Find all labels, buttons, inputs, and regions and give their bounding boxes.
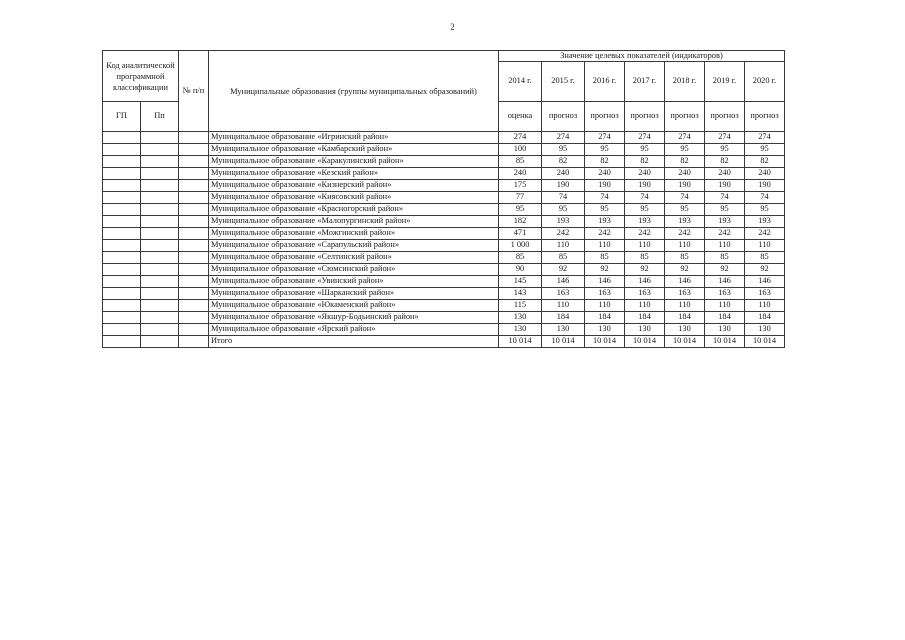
municipality-name: Муниципальное образование «Юкаменский район» xyxy=(209,300,499,312)
indicator-value: 190 xyxy=(745,180,785,192)
indicator-value: 274 xyxy=(585,132,625,144)
row-number-cell xyxy=(179,324,209,336)
indicator-value: 74 xyxy=(625,192,665,204)
pp-cell xyxy=(141,252,179,264)
indicator-value: 190 xyxy=(542,180,585,192)
indicator-value: 193 xyxy=(625,216,665,228)
pp-cell xyxy=(141,132,179,144)
indicator-value: 163 xyxy=(625,288,665,300)
header-type: прогноз xyxy=(585,102,625,132)
header-row-number: № п/п xyxy=(179,51,209,132)
gp-cell xyxy=(103,252,141,264)
indicator-value: 74 xyxy=(745,192,785,204)
table-row xyxy=(103,156,785,168)
indicator-value: 130 xyxy=(625,324,665,336)
indicator-value: 146 xyxy=(585,276,625,288)
indicator-value: 184 xyxy=(585,312,625,324)
indicator-value: 85 xyxy=(585,252,625,264)
indicator-value: 193 xyxy=(542,216,585,228)
gp-cell xyxy=(103,132,141,144)
municipality-name: Муниципальное образование «Игринский район» xyxy=(209,132,499,144)
indicator-value: 240 xyxy=(625,168,665,180)
indicator-value: 110 xyxy=(585,300,625,312)
header-code: Код аналитической программной классификации xyxy=(103,51,179,102)
indicator-value: 95 xyxy=(665,204,705,216)
pp-cell xyxy=(141,240,179,252)
municipality-name: Итого xyxy=(209,336,499,348)
indicator-value: 95 xyxy=(625,144,665,156)
municipality-name: Муниципальное образование «Киясовский район» xyxy=(209,192,499,204)
indicator-value: 92 xyxy=(625,264,665,276)
indicator-value: 95 xyxy=(705,144,745,156)
table-row xyxy=(103,240,785,252)
indicators-table xyxy=(102,50,785,348)
indicator-value: 274 xyxy=(625,132,665,144)
header-type: прогноз xyxy=(705,102,745,132)
indicator-value: 82 xyxy=(705,156,745,168)
indicator-value: 82 xyxy=(625,156,665,168)
indicator-value: 82 xyxy=(665,156,705,168)
gp-cell xyxy=(103,324,141,336)
header-type: прогноз xyxy=(745,102,785,132)
municipality-name: Муниципальное образование «Кезский район» xyxy=(209,168,499,180)
indicator-value: 85 xyxy=(745,252,785,264)
indicator-value: 163 xyxy=(542,288,585,300)
indicator-value: 110 xyxy=(625,240,665,252)
indicator-value: 190 xyxy=(705,180,745,192)
indicator-value: 184 xyxy=(705,312,745,324)
header-municipality: Муниципальные образования (группы муниципальных образований) xyxy=(209,51,499,132)
header-year: 2019 г. xyxy=(705,62,745,102)
indicator-value: 184 xyxy=(665,312,705,324)
indicator-value: 10 014 xyxy=(542,336,585,348)
pp-cell xyxy=(141,276,179,288)
indicator-value: 92 xyxy=(705,264,745,276)
row-number-cell xyxy=(179,264,209,276)
indicator-value: 92 xyxy=(745,264,785,276)
pp-cell xyxy=(141,168,179,180)
indicator-value: 130 xyxy=(585,324,625,336)
indicator-value: 274 xyxy=(705,132,745,144)
header-values-title: Значение целевых показателей (индикаторов) xyxy=(499,51,785,62)
indicator-value: 146 xyxy=(745,276,785,288)
gp-cell xyxy=(103,300,141,312)
indicator-value: 85 xyxy=(542,252,585,264)
header-year: 2018 г. xyxy=(665,62,705,102)
pp-cell xyxy=(141,288,179,300)
indicator-value: 193 xyxy=(665,216,705,228)
indicator-value: 163 xyxy=(665,288,705,300)
row-number-cell xyxy=(179,180,209,192)
indicator-value: 95 xyxy=(542,144,585,156)
municipality-name: Муниципальное образование «Кизнерский район» xyxy=(209,180,499,192)
indicator-value: 175 xyxy=(499,180,542,192)
indicator-value: 193 xyxy=(705,216,745,228)
table-row xyxy=(103,288,785,300)
pp-cell xyxy=(141,204,179,216)
row-number-cell xyxy=(179,156,209,168)
gp-cell xyxy=(103,156,141,168)
municipality-name: Муниципальное образование «Малопургинский район» xyxy=(209,216,499,228)
table-row xyxy=(103,144,785,156)
indicator-value: 110 xyxy=(745,300,785,312)
indicator-value: 110 xyxy=(585,240,625,252)
indicator-value: 100 xyxy=(499,144,542,156)
municipality-name: Муниципальное образование «Можгинский район» xyxy=(209,228,499,240)
table-row xyxy=(103,336,785,348)
indicator-value: 242 xyxy=(625,228,665,240)
indicator-value: 10 014 xyxy=(499,336,542,348)
indicator-value: 193 xyxy=(585,216,625,228)
indicator-value: 95 xyxy=(705,204,745,216)
municipality-name: Муниципальное образование «Шарканский район» xyxy=(209,288,499,300)
indicator-value: 95 xyxy=(542,204,585,216)
indicator-value: 146 xyxy=(705,276,745,288)
table-row xyxy=(103,132,785,144)
indicator-value: 190 xyxy=(665,180,705,192)
indicator-value: 145 xyxy=(499,276,542,288)
gp-cell xyxy=(103,228,141,240)
row-number-cell xyxy=(179,144,209,156)
table-row xyxy=(103,216,785,228)
pp-cell xyxy=(141,324,179,336)
table-row xyxy=(103,276,785,288)
indicator-value: 163 xyxy=(705,288,745,300)
indicator-value: 95 xyxy=(585,204,625,216)
row-number-cell xyxy=(179,216,209,228)
gp-cell xyxy=(103,240,141,252)
row-number-cell xyxy=(179,168,209,180)
indicator-value: 130 xyxy=(499,312,542,324)
municipality-name: Муниципальное образование «Камбарский район» xyxy=(209,144,499,156)
indicator-value: 115 xyxy=(499,300,542,312)
indicator-value: 10 014 xyxy=(745,336,785,348)
indicator-value: 74 xyxy=(585,192,625,204)
table-row xyxy=(103,264,785,276)
indicator-value: 95 xyxy=(585,144,625,156)
row-number-cell xyxy=(179,228,209,240)
table-row xyxy=(103,192,785,204)
indicator-value: 163 xyxy=(745,288,785,300)
indicator-value: 110 xyxy=(665,240,705,252)
row-number-cell xyxy=(179,192,209,204)
indicator-value: 95 xyxy=(625,204,665,216)
indicator-value: 77 xyxy=(499,192,542,204)
indicator-value: 130 xyxy=(745,324,785,336)
table-row xyxy=(103,180,785,192)
indicator-value: 242 xyxy=(665,228,705,240)
indicator-value: 184 xyxy=(542,312,585,324)
indicator-value: 85 xyxy=(499,156,542,168)
indicator-value: 82 xyxy=(542,156,585,168)
row-number-cell xyxy=(179,288,209,300)
indicator-value: 190 xyxy=(625,180,665,192)
indicator-value: 163 xyxy=(585,288,625,300)
indicator-value: 190 xyxy=(585,180,625,192)
header-year: 2016 г. xyxy=(585,62,625,102)
header-year: 2017 г. xyxy=(625,62,665,102)
pp-cell xyxy=(141,144,179,156)
indicator-value: 95 xyxy=(745,204,785,216)
indicator-value: 90 xyxy=(499,264,542,276)
gp-cell xyxy=(103,180,141,192)
page-number: 2 xyxy=(450,22,455,32)
indicator-value: 10 014 xyxy=(665,336,705,348)
table-row xyxy=(103,204,785,216)
indicator-value: 110 xyxy=(542,240,585,252)
indicator-value: 274 xyxy=(745,132,785,144)
header-type: прогноз xyxy=(542,102,585,132)
indicator-value: 242 xyxy=(745,228,785,240)
indicator-value: 242 xyxy=(542,228,585,240)
indicator-value: 110 xyxy=(625,300,665,312)
indicator-value: 182 xyxy=(499,216,542,228)
indicator-value: 92 xyxy=(665,264,705,276)
gp-cell xyxy=(103,204,141,216)
indicator-value: 193 xyxy=(745,216,785,228)
indicator-value: 240 xyxy=(705,168,745,180)
row-number-cell xyxy=(179,132,209,144)
indicator-value: 274 xyxy=(665,132,705,144)
indicator-value: 184 xyxy=(745,312,785,324)
pp-cell xyxy=(141,216,179,228)
indicator-value: 110 xyxy=(665,300,705,312)
indicator-value: 143 xyxy=(499,288,542,300)
gp-cell xyxy=(103,216,141,228)
table-row xyxy=(103,300,785,312)
indicator-value: 95 xyxy=(665,144,705,156)
indicator-value: 110 xyxy=(705,300,745,312)
row-number-cell xyxy=(179,204,209,216)
table-body xyxy=(103,132,785,348)
indicator-value: 92 xyxy=(585,264,625,276)
indicator-value: 10 014 xyxy=(625,336,665,348)
gp-cell xyxy=(103,276,141,288)
indicator-value: 240 xyxy=(745,168,785,180)
pp-cell xyxy=(141,180,179,192)
municipality-name: Муниципальное образование «Красногорский район» xyxy=(209,204,499,216)
gp-cell xyxy=(103,264,141,276)
indicator-value: 242 xyxy=(585,228,625,240)
header-year: 2014 г. xyxy=(499,62,542,102)
indicator-value: 240 xyxy=(499,168,542,180)
gp-cell xyxy=(103,192,141,204)
header-pp: Пп xyxy=(141,102,179,132)
municipality-name: Муниципальное образование «Селтинский район» xyxy=(209,252,499,264)
gp-cell xyxy=(103,144,141,156)
indicator-value: 110 xyxy=(745,240,785,252)
indicator-value: 82 xyxy=(745,156,785,168)
row-number-cell xyxy=(179,252,209,264)
gp-cell xyxy=(103,168,141,180)
municipality-name: Муниципальное образование «Каракулинский район» xyxy=(209,156,499,168)
indicator-value: 130 xyxy=(542,324,585,336)
indicator-value: 82 xyxy=(585,156,625,168)
indicator-value: 130 xyxy=(499,324,542,336)
municipality-name: Муниципальное образование «Ярский район» xyxy=(209,324,499,336)
row-number-cell xyxy=(179,336,209,348)
municipality-name: Муниципальное образование «Увинский район» xyxy=(209,276,499,288)
row-number-cell xyxy=(179,312,209,324)
indicator-value: 240 xyxy=(585,168,625,180)
indicator-value: 471 xyxy=(499,228,542,240)
indicator-value: 74 xyxy=(705,192,745,204)
municipality-name: Муниципальное образование «Сарапульский район» xyxy=(209,240,499,252)
gp-cell xyxy=(103,336,141,348)
pp-cell xyxy=(141,312,179,324)
pp-cell xyxy=(141,156,179,168)
row-number-cell xyxy=(179,300,209,312)
indicator-value: 146 xyxy=(665,276,705,288)
indicator-value: 10 014 xyxy=(705,336,745,348)
table-row xyxy=(103,228,785,240)
indicator-value: 274 xyxy=(499,132,542,144)
header-type: оценка xyxy=(499,102,542,132)
row-number-cell xyxy=(179,276,209,288)
municipality-name: Муниципальное образование «Якшур-Бодьинский район» xyxy=(209,312,499,324)
pp-cell xyxy=(141,192,179,204)
gp-cell xyxy=(103,288,141,300)
indicator-value: 85 xyxy=(665,252,705,264)
indicator-value: 92 xyxy=(542,264,585,276)
indicator-value: 242 xyxy=(705,228,745,240)
gp-cell xyxy=(103,312,141,324)
indicator-value: 95 xyxy=(745,144,785,156)
pp-cell xyxy=(141,300,179,312)
pp-cell xyxy=(141,264,179,276)
indicator-value: 146 xyxy=(625,276,665,288)
table-row xyxy=(103,312,785,324)
table-row xyxy=(103,252,785,264)
pp-cell xyxy=(141,228,179,240)
indicator-value: 95 xyxy=(499,204,542,216)
row-number-cell xyxy=(179,240,209,252)
indicator-value: 110 xyxy=(542,300,585,312)
indicator-value: 1 000 xyxy=(499,240,542,252)
pp-cell xyxy=(141,336,179,348)
indicator-value: 110 xyxy=(705,240,745,252)
indicator-value: 74 xyxy=(665,192,705,204)
indicator-value: 74 xyxy=(542,192,585,204)
indicator-value: 85 xyxy=(705,252,745,264)
indicator-value: 130 xyxy=(665,324,705,336)
indicator-value: 85 xyxy=(499,252,542,264)
table-row xyxy=(103,168,785,180)
header-gp: ГП xyxy=(103,102,141,132)
header-type: прогноз xyxy=(665,102,705,132)
municipality-name: Муниципальное образование «Сюмсинский район» xyxy=(209,264,499,276)
indicator-value: 184 xyxy=(625,312,665,324)
indicator-value: 10 014 xyxy=(585,336,625,348)
indicator-value: 146 xyxy=(542,276,585,288)
indicator-value: 130 xyxy=(705,324,745,336)
header-year: 2015 г. xyxy=(542,62,585,102)
indicator-value: 240 xyxy=(665,168,705,180)
table-row xyxy=(103,324,785,336)
header-type: прогноз xyxy=(625,102,665,132)
indicator-value: 85 xyxy=(625,252,665,264)
header-year: 2020 г. xyxy=(745,62,785,102)
indicator-value: 240 xyxy=(542,168,585,180)
indicator-value: 274 xyxy=(542,132,585,144)
